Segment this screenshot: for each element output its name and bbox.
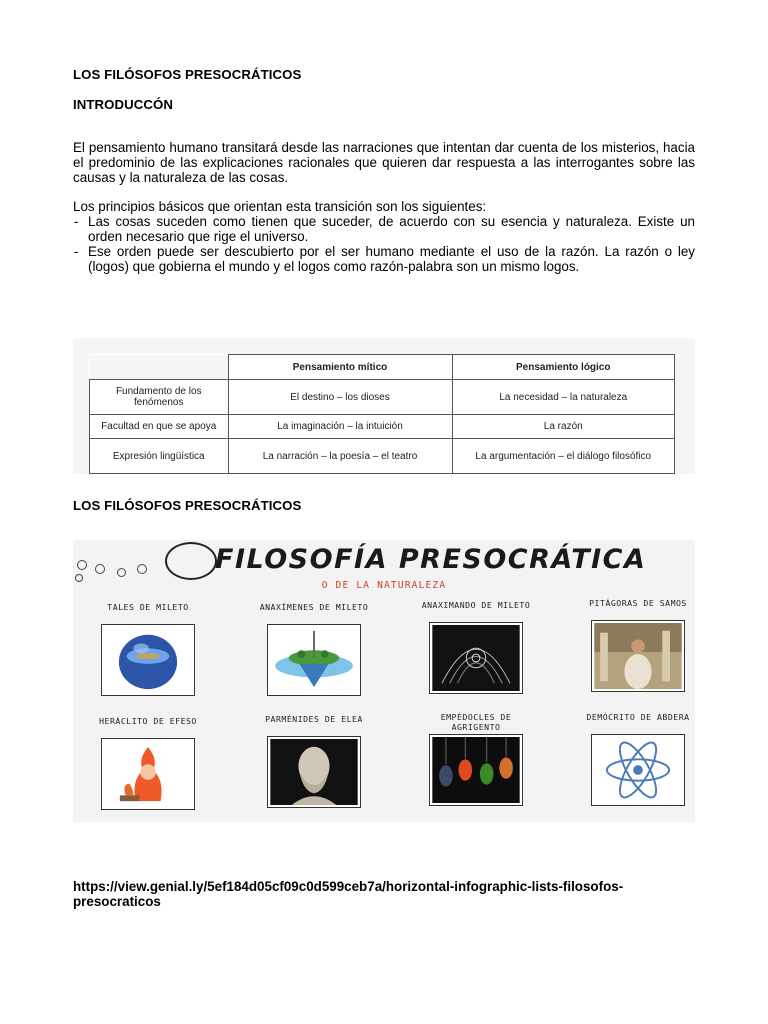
table-header-logic: Pensamiento lógico bbox=[452, 355, 675, 380]
philosopher-label: ANAXIMANDO DE MILETO bbox=[421, 600, 531, 610]
speech-bubble-icon bbox=[165, 542, 217, 580]
principles-block bbox=[73, 199, 695, 274]
marble-bust-icon bbox=[267, 736, 361, 808]
infographic-image bbox=[73, 540, 695, 822]
water-sphere-icon bbox=[101, 624, 195, 696]
table-cell: La necesidad – la naturaleza bbox=[452, 380, 675, 415]
section2-heading: LOS FILÓSOFOS PRESOCRÁTICOS bbox=[73, 498, 302, 513]
table-row bbox=[90, 380, 675, 415]
intro-text: El pensamiento humano transitará desde las narraciones que intentan dar cuenta de los misterios, hacia el predominio de las explicaciones racionales que quieren dar respuesta a las interrogantes sobre las causas y la naturaleza de las cosas. bbox=[73, 140, 695, 185]
four-elements-bulbs-icon bbox=[429, 734, 523, 806]
table-cell: La argumentación – el diálogo filosófico bbox=[452, 439, 675, 474]
principles-intro: Los principios básicos que orientan esta transición son los siguientes: bbox=[73, 199, 487, 214]
table-row bbox=[90, 439, 675, 474]
comparison-table bbox=[89, 354, 675, 474]
bullet-dash-icon: - bbox=[74, 244, 79, 259]
philosopher-label: PITÁGORAS DE SAMOS bbox=[589, 598, 687, 608]
philosopher-card bbox=[421, 600, 531, 694]
philosopher-card bbox=[259, 714, 369, 808]
intro-heading: INTRODUCCÓN bbox=[73, 97, 173, 112]
principle-item bbox=[73, 214, 695, 244]
table-cell: Expresión lingüística bbox=[90, 439, 229, 474]
document-title: LOS FILÓSOFOS PRESOCRÁTICOS bbox=[73, 67, 302, 82]
principle-text: Ese orden puede ser descubierto por el ser humano mediante el uso de la razón. La razón o ley (logos) que gobierna el mundo y el logos como razón-palabra son un mismo logos. bbox=[88, 244, 695, 274]
intro-paragraph bbox=[73, 140, 695, 185]
philosopher-label: ANAXÍMENES DE MILETO bbox=[259, 602, 369, 612]
doodle-icon bbox=[137, 564, 147, 574]
doodle-icon bbox=[95, 564, 105, 574]
table-corner bbox=[90, 355, 229, 380]
principle-text: Las cosas suceden como tienen que suceder, de acuerdo con su esencia y naturaleza. Existe un orden necesario que rige el universo. bbox=[88, 214, 695, 244]
philosopher-card bbox=[583, 712, 693, 806]
doodle-icon bbox=[77, 560, 87, 570]
table-cell: Fundamento de los fenómenos bbox=[90, 380, 229, 415]
table-cell: La razón bbox=[452, 415, 675, 439]
infographic-subtitle: O DE LA NATURALEZA bbox=[321, 580, 447, 591]
philosopher-card bbox=[259, 602, 369, 696]
doodle-icon bbox=[117, 568, 126, 577]
philosopher-label: PARMÉNIDES DE ELEA bbox=[265, 714, 363, 724]
philosopher-label: DEMÓCRITO DE ABDERA bbox=[586, 712, 690, 722]
source-link[interactable]: https://view.genial.ly/5ef184d05cf09c0d599ceb7a/horizontal-infographic-lists-filosofos-presocraticos bbox=[73, 879, 624, 909]
table-header-mythic: Pensamiento mítico bbox=[228, 355, 452, 380]
atom-icon bbox=[591, 734, 685, 806]
table-cell: La imaginación – la intuición bbox=[228, 415, 452, 439]
philosopher-label: HERÁCLITO DE EFESO bbox=[99, 716, 197, 726]
infographic-title: FILOSOFÍA PRESOCRÁTICA bbox=[215, 544, 647, 575]
floating-island-icon bbox=[267, 624, 361, 696]
fire-figure-icon bbox=[101, 738, 195, 810]
table-row bbox=[90, 415, 675, 439]
philosopher-label: TALES DE MILETO bbox=[107, 602, 189, 612]
bullet-dash-icon: - bbox=[74, 214, 79, 229]
table-cell: El destino – los dioses bbox=[228, 380, 452, 415]
comparison-table-image bbox=[73, 338, 695, 474]
principle-item bbox=[73, 244, 695, 274]
philosopher-card bbox=[583, 598, 693, 692]
table-cell: Facultad en que se apoya bbox=[90, 415, 229, 439]
infinite-pattern-icon bbox=[429, 622, 523, 694]
philosopher-card bbox=[93, 716, 203, 810]
philosopher-card bbox=[421, 712, 531, 806]
table-cell: La narración – la poesía – el teatro bbox=[228, 439, 452, 474]
philosopher-card bbox=[93, 602, 203, 696]
pythagoras-painting-icon bbox=[591, 620, 685, 692]
philosopher-label: EMPÉDOCLES DE AGRIGENTO bbox=[440, 712, 512, 732]
